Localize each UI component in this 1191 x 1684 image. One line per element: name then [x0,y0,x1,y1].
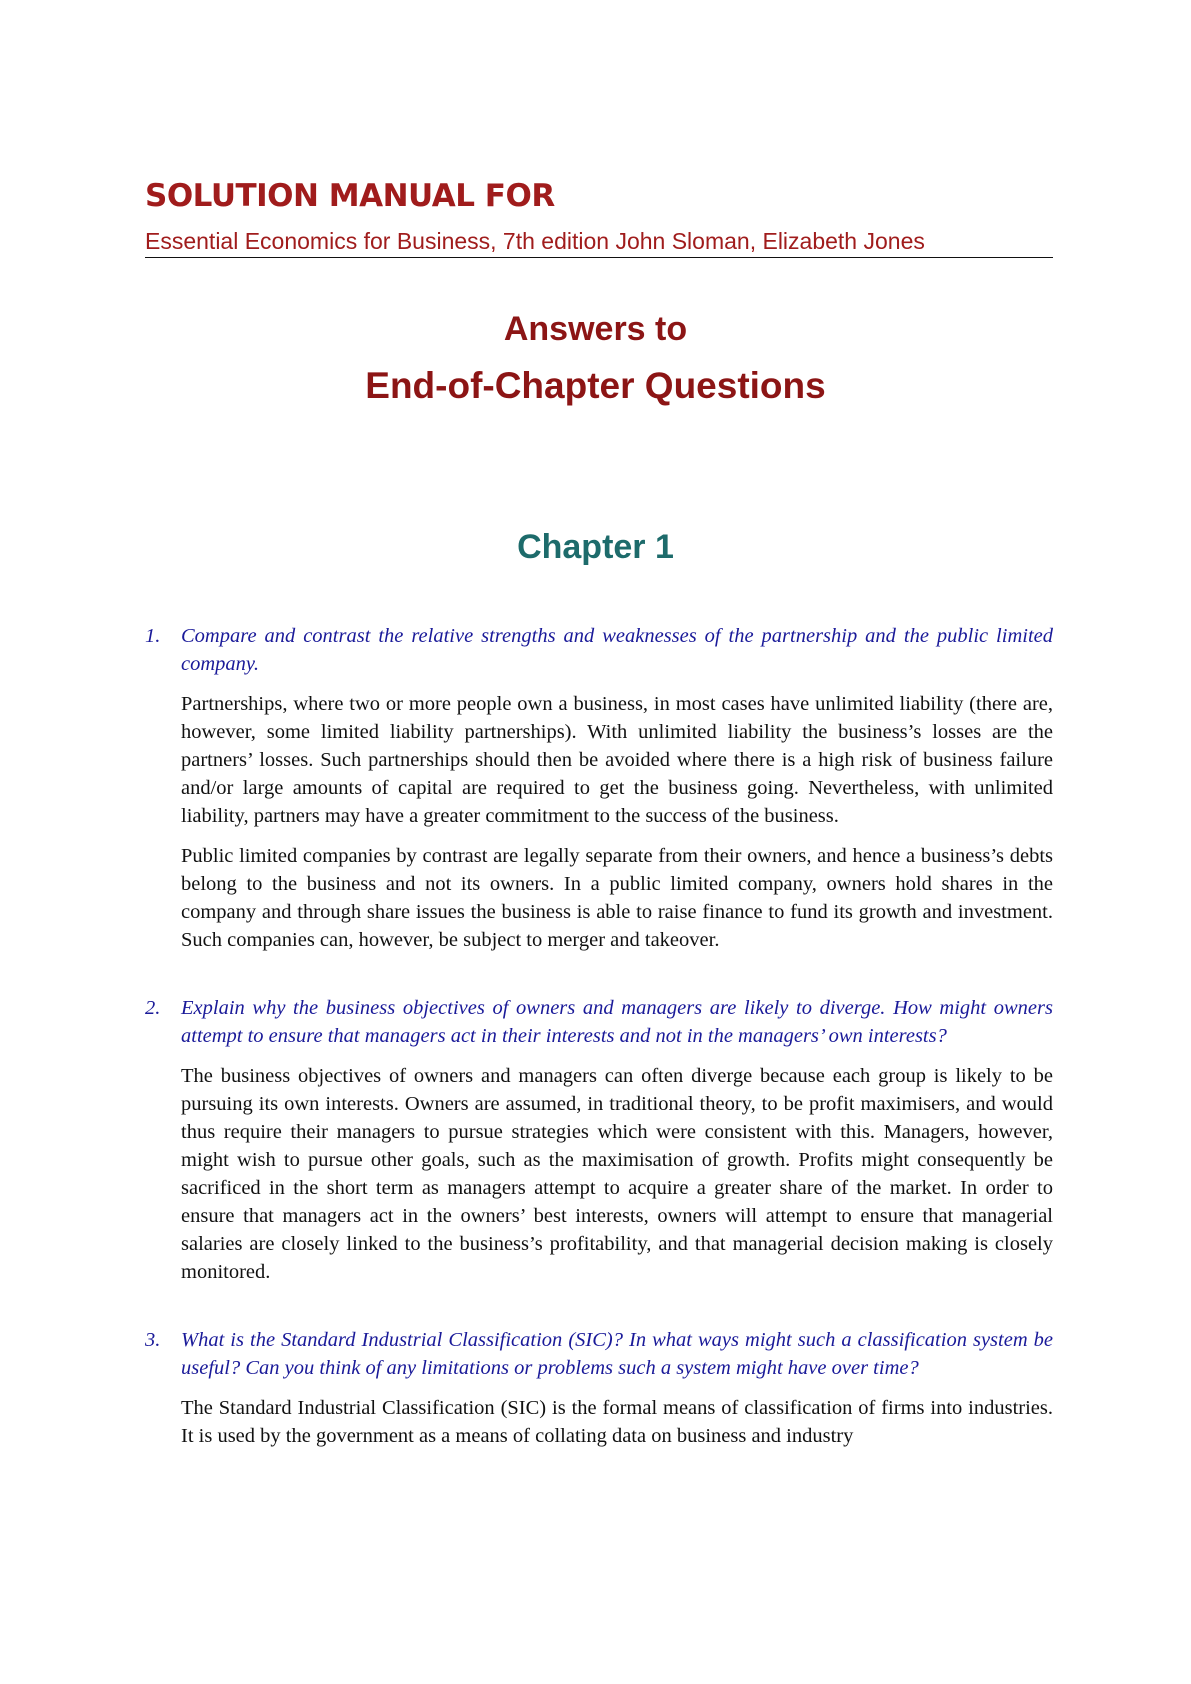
question-item [145,994,1053,1286]
question-text: Explain why the business objectives of owners and managers are likely to diverge. How might owners attempt to ensure that managers act in their interests and not in the managers’ own interests? [181,997,1053,1047]
answer-paragraph: The business objectives of owners and managers can often diverge because each group is likely to be pursuing its own interests. Owners are assumed, in traditional theory, to be profit maximisers, and would thus require their managers to pursue strategies which were consistent with this. Managers, however, might wish to pursue other goals, such as the maximisation of growth. Profits might consequently be sacrificed in the short term as managers attempt to acquire a greater share of the market. In order to ensure that managers act in the owners’ best interests, owners will attempt to ensure that managerial salaries are closely linked to the business’s profitability, and that managerial decision making is closely monitored. [181,1065,1053,1283]
question-text: Compare and contrast the relative strengths and weaknesses of the partnership and the public limited company. [181,625,1053,675]
answer-paragraph: The Standard Industrial Classification (SIC) is the formal means of classification of firms into industries. It is used by the government as a means of collating data on business and industry [181,1397,1053,1447]
answer-paragraph: Partnerships, where two or more people own a business, in most cases have unlimited liability (there are, however, some limited liability partnerships). With unlimited liability the business’s losses are the partners’ losses. Such partnerships should then be avoided where there is a high risk of business failure and/or large amounts of capital are required to get the business going. Nevertheless, with unlimited liability, partners may have a greater commitment to the success of the business. [181,693,1053,827]
question-list [145,622,1053,1490]
title-end-of-chapter-questions: End-of-Chapter Questions [365,365,826,406]
question-prompt [145,1326,1053,1382]
answer-paragraph: Public limited companies by contrast are legally separate from their owners, and hence a business’s debts belong to the business and not its owners. In a public limited company, owners hold shares in the company and through share issues the business is able to raise finance to fund its growth and investment. Such companies can, however, be subject to merger and takeover. [181,845,1053,951]
question-number: 1. [145,625,161,647]
question-number: 3. [145,1329,161,1351]
title-answers-to: Answers to [503,310,688,348]
answer-block [181,1062,1053,1286]
question-prompt [145,994,1053,1050]
question-prompt [145,622,1053,678]
answer-block [181,690,1053,954]
book-subtitle: Essential Economics for Business, 7th edition John Sloman, Elizabeth Jones [145,228,1053,258]
answer-block [181,1394,1053,1450]
question-text: What is the Standard Industrial Classification (SIC)? In what ways might such a classification system be useful? Can you think of any limitations or problems such a system might have over time? [181,1329,1053,1379]
question-number: 2. [145,997,161,1019]
question-item [145,1326,1053,1450]
chapter-heading: Chapter 1 [517,528,674,566]
solution-manual-brand: SOLUTION MANUAL FOR [145,178,555,214]
question-item [145,622,1053,954]
